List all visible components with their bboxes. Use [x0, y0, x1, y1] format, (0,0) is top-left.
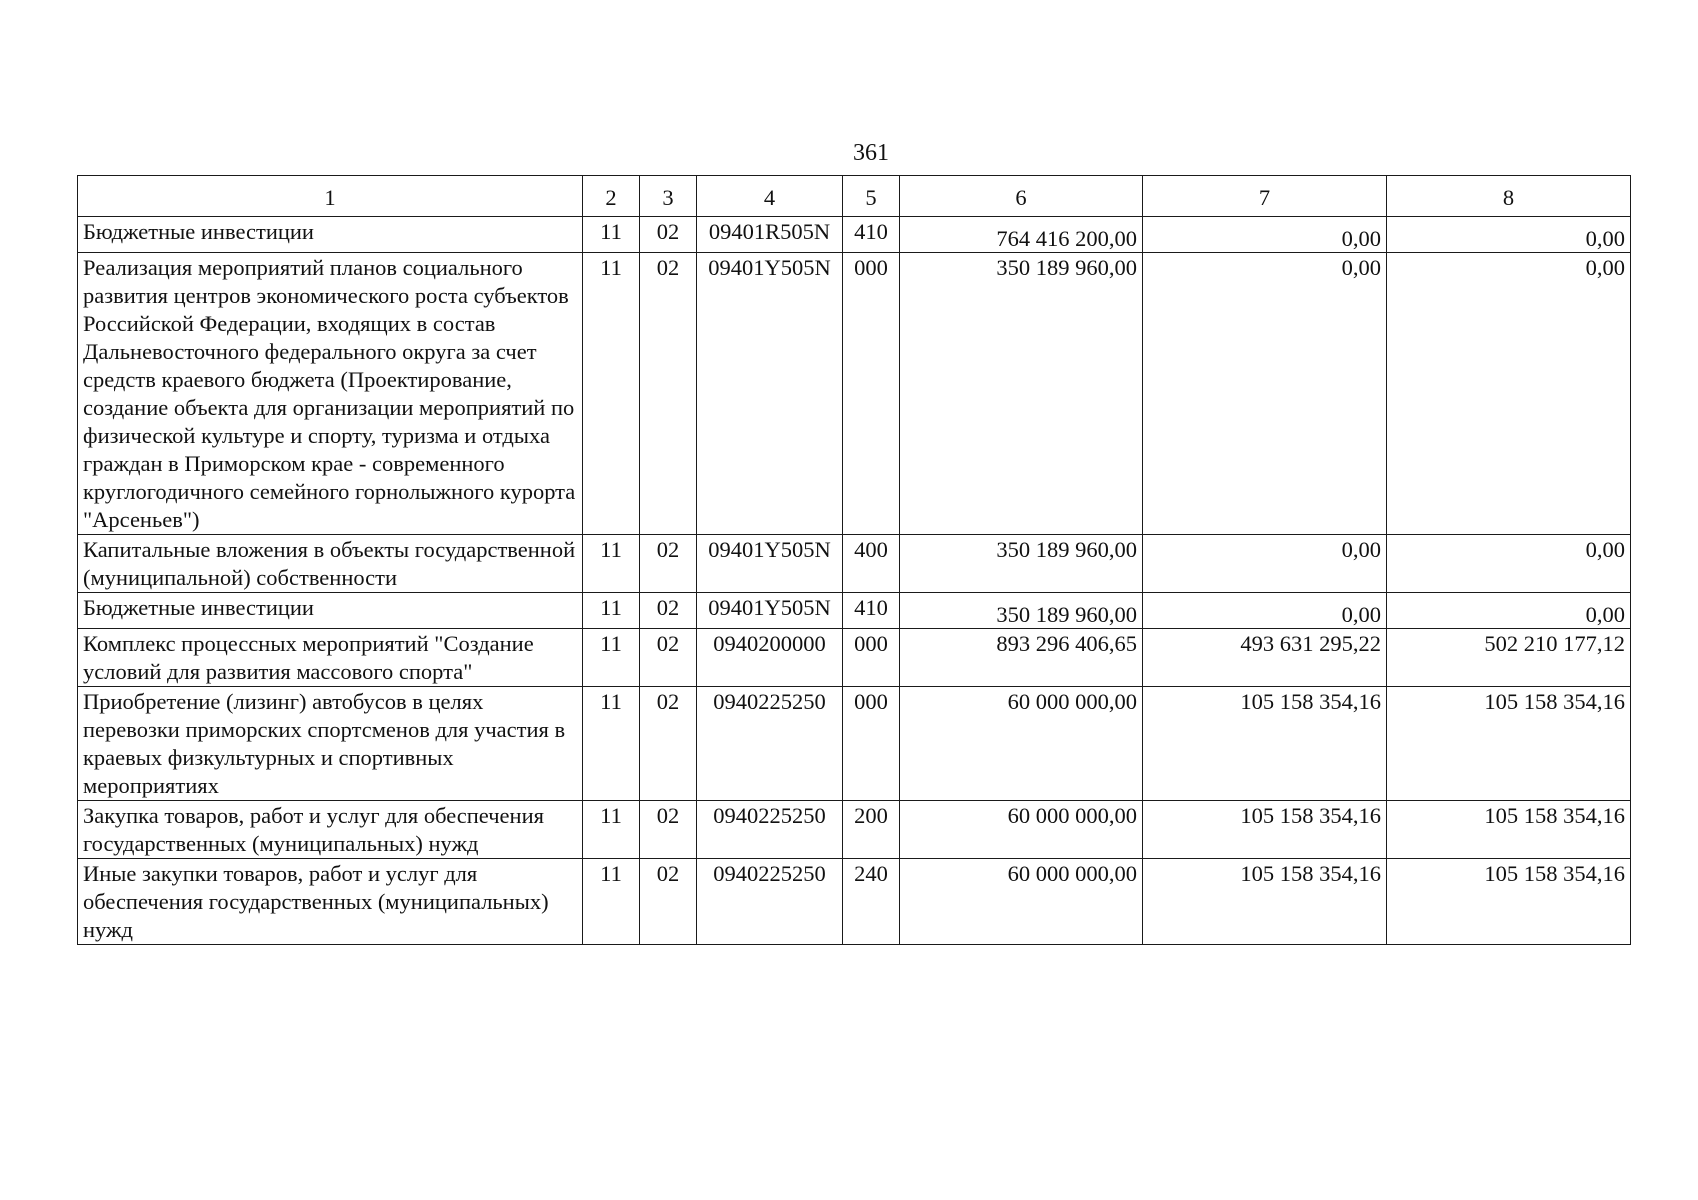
row-expense-type: 000: [843, 253, 900, 535]
row-amount-year3: 105 158 354,16: [1387, 859, 1631, 945]
page-number: 361: [853, 140, 889, 166]
row-subsection: 02: [640, 217, 697, 253]
row-amount-year2: 0,00: [1143, 253, 1387, 535]
row-amount-year3: 105 158 354,16: [1387, 687, 1631, 801]
header-cell: 5: [843, 176, 900, 217]
row-target-code: 0940225250: [697, 859, 843, 945]
table-row: [78, 687, 1631, 801]
row-amount-year1: 350 189 960,00: [900, 253, 1143, 535]
row-section: 11: [583, 629, 640, 687]
row-amount-year3: 0,00: [1387, 535, 1631, 593]
row-target-code: 09401Y505N: [697, 593, 843, 629]
row-name: Приобретение (лизинг) автобусов в целях перевозки приморских спортсменов для участия в краевых физкультурных и спортивных мероприятиях: [78, 687, 583, 801]
row-name: Комплекс процессных мероприятий "Создание условий для развития массового спорта": [78, 629, 583, 687]
header-cell: 6: [900, 176, 1143, 217]
row-amount-year1: 60 000 000,00: [900, 801, 1143, 859]
row-amount-year1: 60 000 000,00: [900, 687, 1143, 801]
header-cell: 1: [78, 176, 583, 217]
row-section: 11: [583, 859, 640, 945]
table-row: [78, 217, 1631, 253]
row-amount-year1: 60 000 000,00: [900, 859, 1143, 945]
row-amount-year2: 493 631 295,22: [1143, 629, 1387, 687]
row-section: 11: [583, 253, 640, 535]
row-amount-year3: 0,00: [1387, 253, 1631, 535]
row-subsection: 02: [640, 253, 697, 535]
row-target-code: 0940200000: [697, 629, 843, 687]
row-expense-type: 240: [843, 859, 900, 945]
row-target-code: 09401R505N: [697, 217, 843, 253]
header-cell: 3: [640, 176, 697, 217]
row-subsection: 02: [640, 687, 697, 801]
table-row: [78, 859, 1631, 945]
row-section: 11: [583, 687, 640, 801]
table-row: [78, 801, 1631, 859]
row-amount-year3: 502 210 177,12: [1387, 629, 1631, 687]
row-amount-year1: 893 296 406,65: [900, 629, 1143, 687]
row-amount-year3: 0,00: [1387, 593, 1631, 629]
row-expense-type: 410: [843, 593, 900, 629]
header-cell: 4: [697, 176, 843, 217]
row-amount-year1: 350 189 960,00: [900, 535, 1143, 593]
row-amount-year2: 105 158 354,16: [1143, 801, 1387, 859]
row-subsection: 02: [640, 593, 697, 629]
row-amount-year1: 350 189 960,00: [900, 593, 1143, 629]
table-row: [78, 593, 1631, 629]
row-section: 11: [583, 217, 640, 253]
row-name: Закупка товаров, работ и услуг для обеспечения государственных (муниципальных) нужд: [78, 801, 583, 859]
header-cell: 2: [583, 176, 640, 217]
row-name: Иные закупки товаров, работ и услуг для обеспечения государственных (муниципальных) нужд: [78, 859, 583, 945]
row-amount-year2: 0,00: [1143, 217, 1387, 253]
row-amount-year2: 105 158 354,16: [1143, 687, 1387, 801]
row-target-code: 0940225250: [697, 687, 843, 801]
header-cell: 7: [1143, 176, 1387, 217]
row-target-code: 09401Y505N: [697, 253, 843, 535]
table-header-row: [78, 176, 1631, 217]
row-target-code: 0940225250: [697, 801, 843, 859]
row-expense-type: 410: [843, 217, 900, 253]
row-target-code: 09401Y505N: [697, 535, 843, 593]
row-section: 11: [583, 801, 640, 859]
table-row: [78, 253, 1631, 535]
row-amount-year2: 105 158 354,16: [1143, 859, 1387, 945]
row-name: Бюджетные инвестиции: [78, 217, 583, 253]
row-amount-year3: 0,00: [1387, 217, 1631, 253]
row-amount-year1: 764 416 200,00: [900, 217, 1143, 253]
row-name: Капитальные вложения в объекты государственной (муниципальной) собственности: [78, 535, 583, 593]
row-amount-year2: 0,00: [1143, 593, 1387, 629]
row-subsection: 02: [640, 801, 697, 859]
row-name: Бюджетные инвестиции: [78, 593, 583, 629]
row-expense-type: 400: [843, 535, 900, 593]
row-subsection: 02: [640, 859, 697, 945]
row-amount-year2: 0,00: [1143, 535, 1387, 593]
row-section: 11: [583, 593, 640, 629]
table-row: [78, 535, 1631, 593]
budget-table: [77, 175, 1631, 945]
row-subsection: 02: [640, 535, 697, 593]
row-expense-type: 000: [843, 629, 900, 687]
row-expense-type: 200: [843, 801, 900, 859]
table-row: [78, 629, 1631, 687]
row-amount-year3: 105 158 354,16: [1387, 801, 1631, 859]
row-name: Реализация мероприятий планов социального развития центров экономического роста субъектов Российской Федерации, входящих в состав Дальневосточного федерального округа за счет средств краевого бюджета (Проектирование, создание объекта для организации мероприятий по физической культуре и спорту, туризма и отдыха граждан в Приморском крае - современного круглогодичного семейного горнолыжного курорта "Арсеньев"): [78, 253, 583, 535]
header-cell: 8: [1387, 176, 1631, 217]
row-subsection: 02: [640, 629, 697, 687]
row-expense-type: 000: [843, 687, 900, 801]
row-section: 11: [583, 535, 640, 593]
